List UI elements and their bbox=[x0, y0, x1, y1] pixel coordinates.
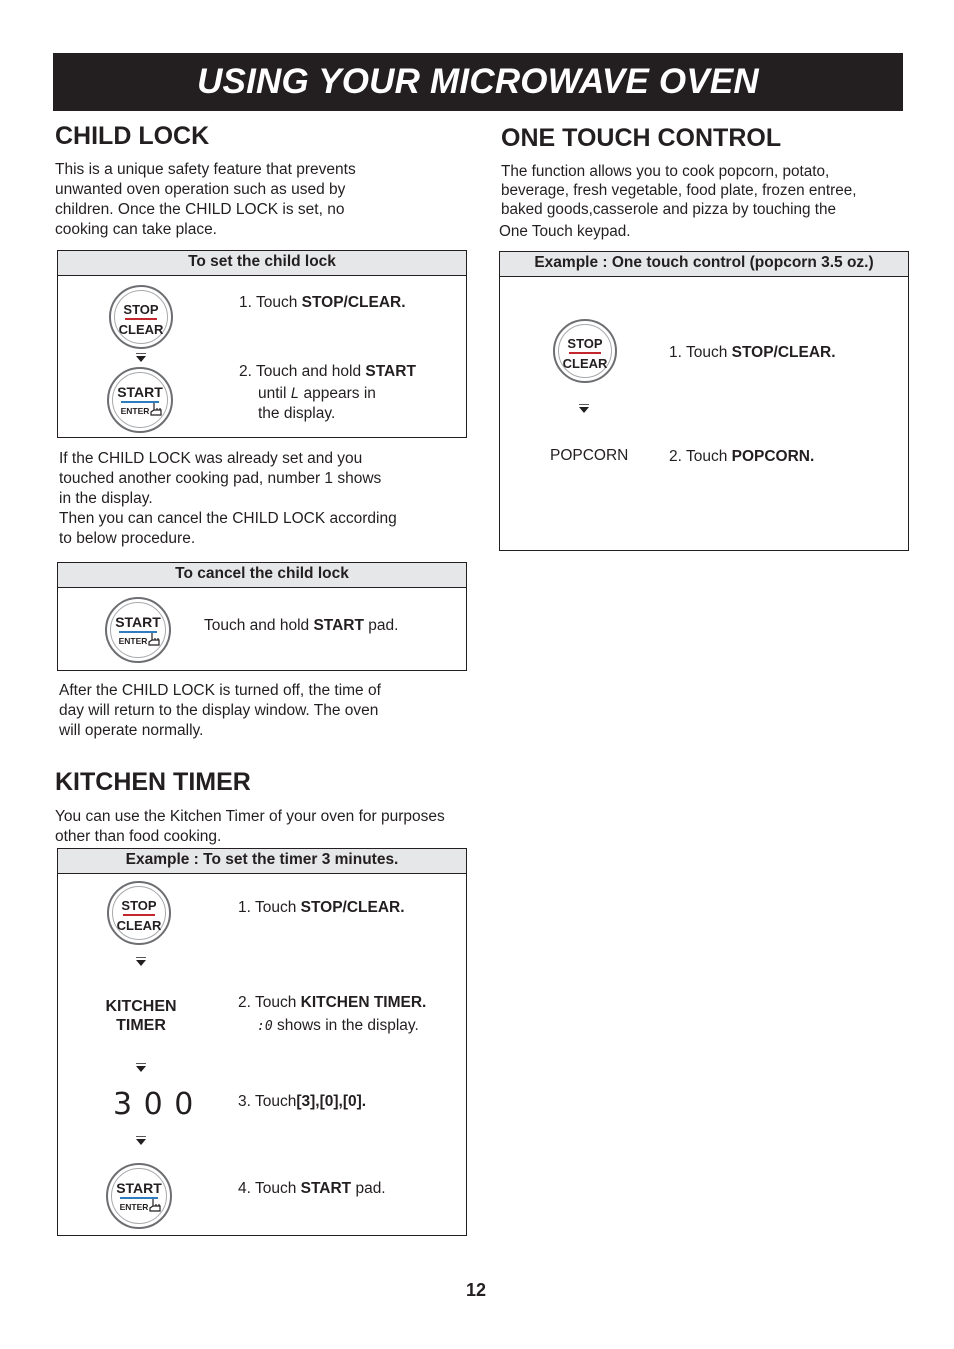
intro-line: other than food cooking. bbox=[55, 828, 222, 845]
down-arrow-icon bbox=[135, 1136, 147, 1146]
kitchen-timer-box bbox=[57, 848, 467, 1236]
step-text: 3. Touch bbox=[238, 1093, 297, 1110]
text-line: will operate normally. bbox=[59, 722, 204, 739]
text-line: in the display. bbox=[59, 490, 153, 507]
timer-step-4 bbox=[238, 1179, 386, 1199]
intro-line: beverage, fresh vegetable, food plate, frozen entree, bbox=[501, 182, 857, 199]
step-bold: POPCORN. bbox=[731, 448, 815, 465]
box-header: To cancel the child lock bbox=[58, 563, 466, 588]
box-header: Example : One touch control (popcorn 3.5 oz.) bbox=[500, 252, 908, 277]
child-lock-intro bbox=[55, 160, 475, 240]
kitchen-timer-intro bbox=[55, 807, 485, 847]
down-arrow-icon bbox=[135, 353, 147, 363]
intro-line: This is a unique safety feature that prevents bbox=[55, 161, 356, 178]
set-step-2-line-2 bbox=[258, 384, 376, 404]
step-text: appears in bbox=[299, 385, 376, 402]
start-enter-button[interactable] bbox=[107, 367, 173, 433]
timer-step-2 bbox=[238, 993, 426, 1013]
step-text: 1. Touch bbox=[239, 294, 302, 311]
text-line: If the CHILD LOCK was already set and you bbox=[59, 450, 363, 467]
one-touch-step-1 bbox=[669, 343, 836, 363]
kitchen-timer-title: KITCHEN TIMER bbox=[55, 768, 251, 796]
intro-line: unwanted oven operation such as used by bbox=[55, 181, 346, 198]
stop-label: STOP bbox=[121, 898, 157, 913]
page-title: USING YOUR MICROWAVE OVEN bbox=[197, 62, 759, 101]
intro-line: You can use the Kitchen Timer of your oven for purposes bbox=[55, 808, 445, 825]
cancel-step bbox=[204, 616, 398, 636]
enter-label: ENTER bbox=[118, 636, 148, 646]
step-bold: STOP/CLEAR. bbox=[731, 344, 836, 361]
display-glyph: L bbox=[290, 386, 300, 402]
step-bold: START bbox=[365, 363, 416, 380]
step-text: 4. Touch bbox=[238, 1180, 301, 1197]
one-touch-title: ONE TOUCH CONTROL bbox=[501, 124, 782, 152]
child-lock-after-text bbox=[59, 681, 469, 741]
clear-label: CLEAR bbox=[562, 356, 608, 371]
timer-step-1 bbox=[238, 898, 405, 918]
timer-step-2-line-2 bbox=[257, 1016, 419, 1037]
step-text: 1. Touch bbox=[669, 344, 732, 361]
hand-icon bbox=[147, 632, 161, 646]
start-label: START bbox=[117, 384, 163, 400]
step-text: pad. bbox=[363, 617, 399, 634]
stop-label: STOP bbox=[123, 302, 159, 317]
set-step-2-line-3: the display. bbox=[258, 405, 336, 422]
kitchen-timer-key[interactable] bbox=[96, 997, 186, 1035]
intro-line: baked goods,casserole and pizza by touching the bbox=[501, 201, 837, 218]
step-bold: KITCHEN TIMER. bbox=[300, 994, 427, 1011]
step-bold: STOP/CLEAR. bbox=[300, 899, 405, 916]
hand-icon bbox=[149, 402, 163, 416]
step-text: until bbox=[258, 385, 291, 402]
key-label: TIMER bbox=[116, 1017, 166, 1034]
one-touch-box bbox=[499, 251, 909, 551]
down-arrow-icon bbox=[578, 404, 590, 414]
intro-line: cooking can take place. bbox=[55, 221, 217, 238]
step-text: shows in the display. bbox=[272, 1017, 419, 1034]
set-child-lock-box bbox=[57, 250, 467, 438]
stop-clear-button[interactable] bbox=[107, 881, 171, 945]
start-label: START bbox=[116, 1180, 162, 1196]
one-touch-intro bbox=[501, 162, 921, 241]
text-line: to below procedure. bbox=[59, 530, 196, 547]
step-bold: [3],[0],[0]. bbox=[296, 1093, 367, 1110]
step-text: Touch and hold bbox=[204, 617, 314, 634]
start-enter-button[interactable] bbox=[105, 597, 171, 663]
text-line: day will return to the display window. The oven bbox=[59, 702, 379, 719]
stop-clear-button[interactable] bbox=[553, 319, 617, 383]
text-line: After the CHILD LOCK is turned off, the time of bbox=[59, 682, 381, 699]
step-text: 1. Touch bbox=[238, 899, 301, 916]
hand-icon bbox=[148, 1198, 162, 1212]
one-touch-step-2 bbox=[669, 447, 814, 467]
display-glyph: :0 bbox=[257, 1019, 273, 1034]
step-bold: START bbox=[313, 617, 364, 634]
page-banner bbox=[53, 53, 903, 111]
set-step-1 bbox=[239, 293, 406, 313]
key-label: KITCHEN bbox=[105, 998, 177, 1015]
stop-clear-button[interactable] bbox=[109, 285, 173, 349]
box-header: Example : To set the timer 3 minutes. bbox=[58, 849, 466, 874]
child-lock-title: CHILD LOCK bbox=[55, 122, 210, 150]
clear-label: CLEAR bbox=[116, 918, 162, 933]
timer-step-3 bbox=[238, 1092, 366, 1112]
step-bold: START bbox=[300, 1180, 352, 1197]
popcorn-key[interactable]: POPCORN bbox=[550, 447, 629, 464]
step-bold: STOP/CLEAR. bbox=[301, 294, 406, 311]
step-text: 2. Touch bbox=[669, 448, 732, 465]
step-text: 2. Touch bbox=[238, 994, 301, 1011]
start-label: START bbox=[115, 614, 161, 630]
step-text: pad. bbox=[351, 1180, 386, 1197]
down-arrow-icon bbox=[135, 1063, 147, 1073]
set-step-2 bbox=[239, 362, 416, 382]
box-header: To set the child lock bbox=[58, 251, 466, 276]
start-enter-button[interactable] bbox=[106, 1163, 172, 1229]
enter-label: ENTER bbox=[120, 406, 150, 416]
step-text: 2. Touch and hold bbox=[239, 363, 366, 380]
text-line: touched another cooking pad, number 1 shows bbox=[59, 470, 382, 487]
intro-line: One Touch keypad. bbox=[499, 223, 631, 240]
child-lock-middle-text bbox=[59, 449, 469, 549]
cancel-child-lock-box bbox=[57, 562, 467, 671]
number-keys[interactable]: 3 0 0 bbox=[113, 1087, 195, 1122]
down-arrow-icon bbox=[135, 957, 147, 967]
stop-label: STOP bbox=[567, 336, 603, 351]
clear-label: CLEAR bbox=[118, 322, 164, 337]
enter-label: ENTER bbox=[119, 1202, 149, 1212]
page-number: 12 bbox=[466, 1280, 487, 1300]
intro-line: The function allows you to cook popcorn, potato, bbox=[501, 163, 830, 180]
intro-line: children. Once the CHILD LOCK is set, no bbox=[55, 201, 345, 218]
text-line: Then you can cancel the CHILD LOCK according bbox=[59, 510, 397, 527]
